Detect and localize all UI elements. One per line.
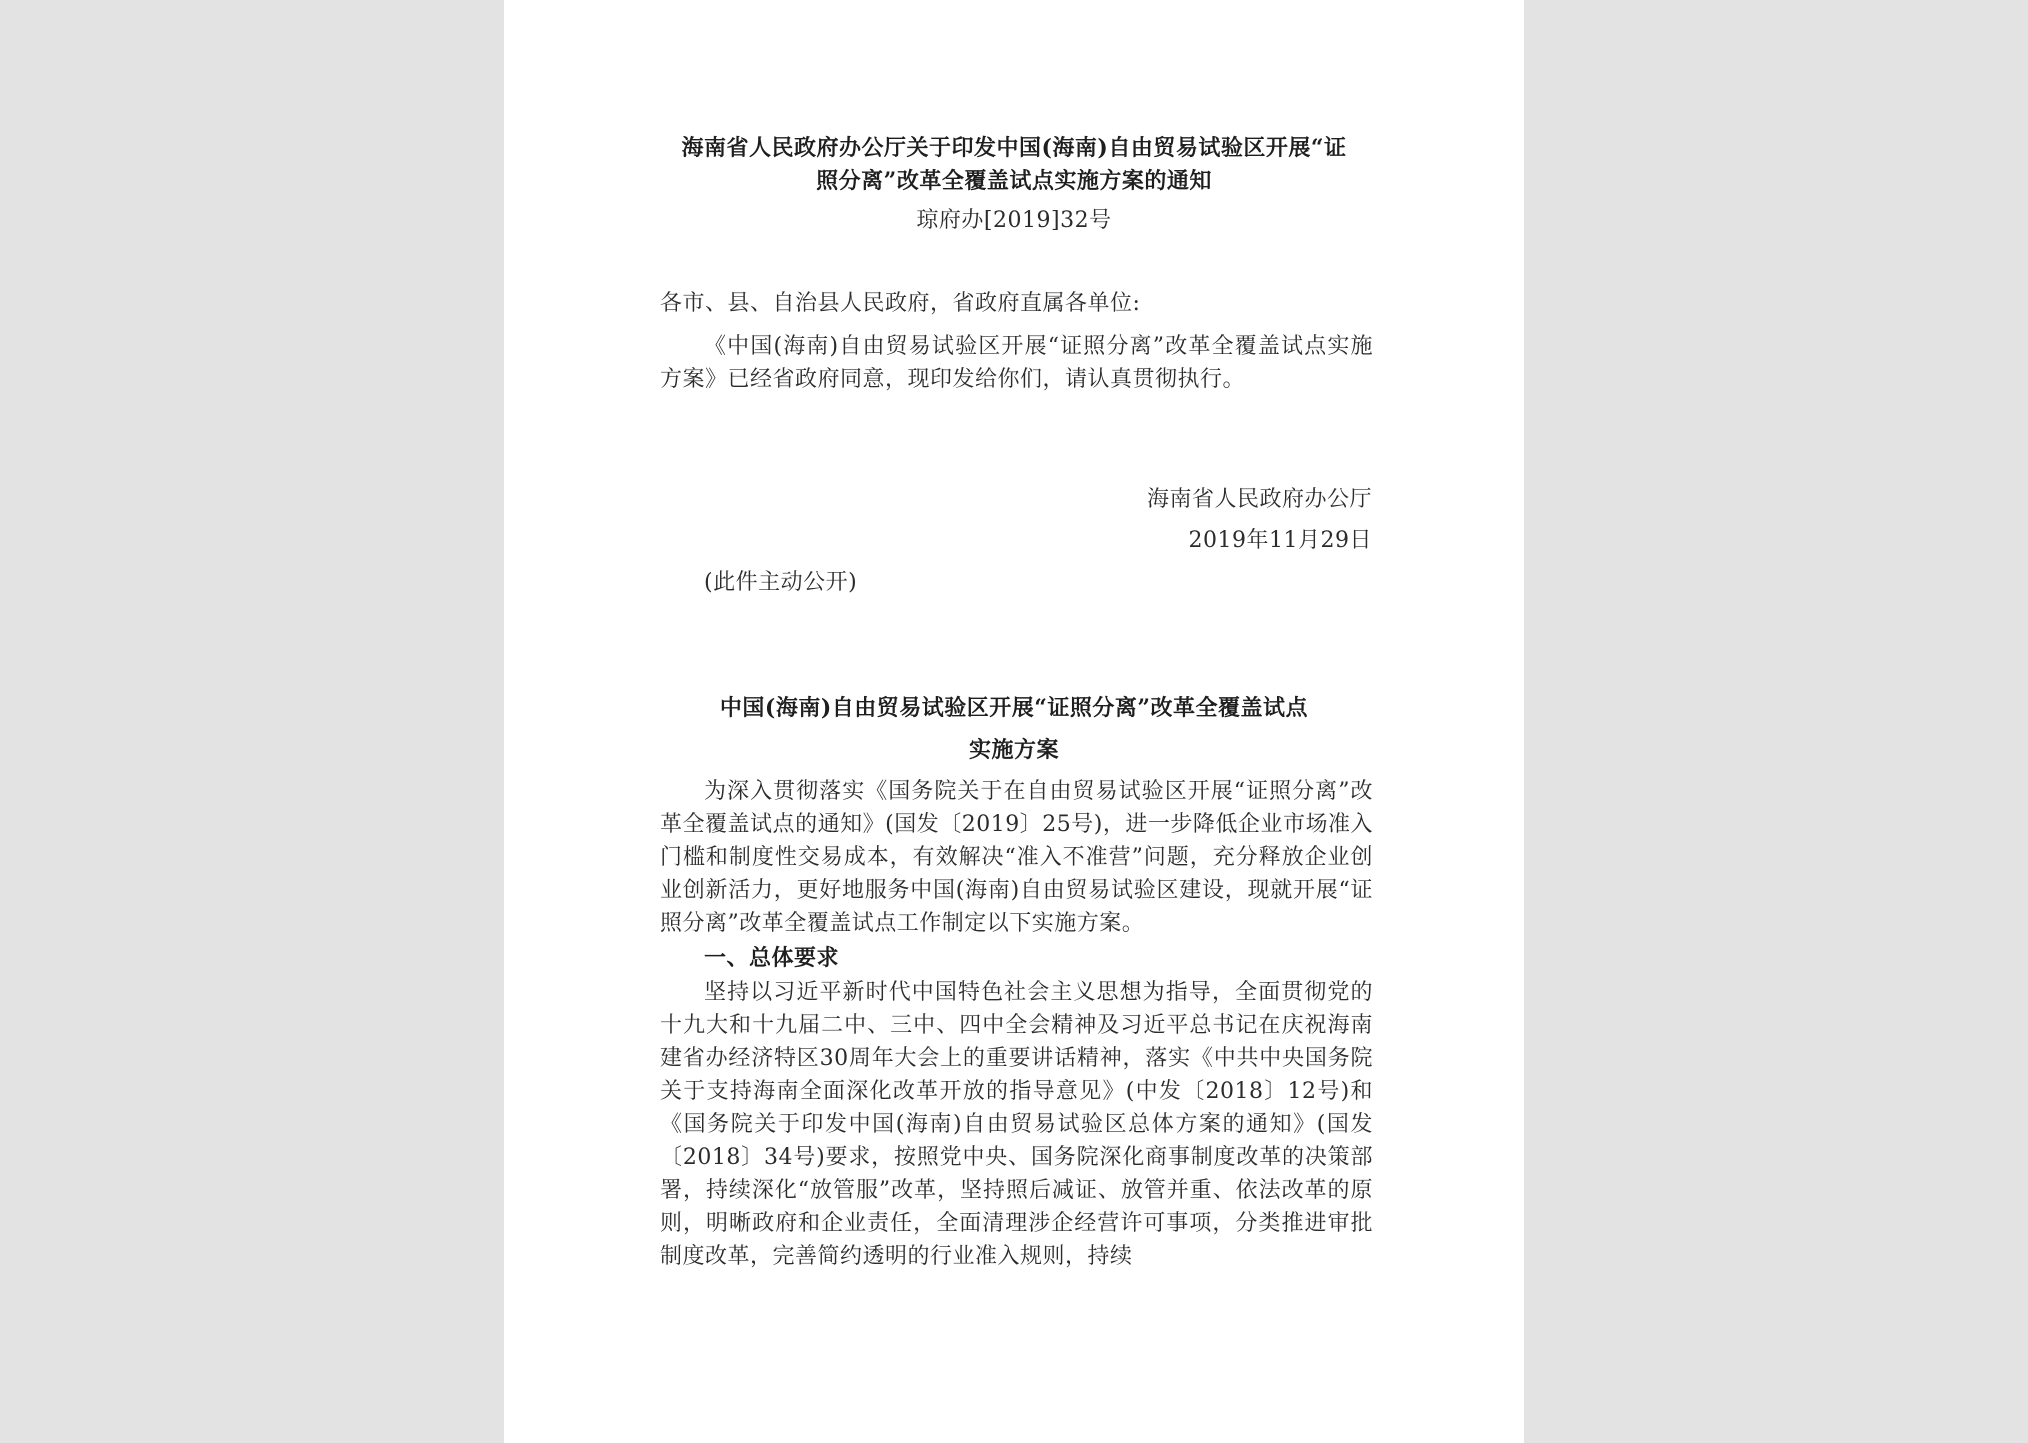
- disclosure-note: (此件主动公开): [704, 570, 858, 595]
- section1-paragraph: 坚持以习近平新时代中国特色社会主义思想为指导，全面贯彻党的十九大和十九届二中、三中、四中全会精神及习近平总书记在庆祝海南建省办经济特区30周年大会上的重要讲话精神，落实《中共中央国务院关于支持海南全面深化改革开放的指导意见》(中发〔2018〕12号)和《国务院关于印发中国(海南)自由贸易试验区总体方案的通知》(国发〔2018〕34号)要求，按照党中央、国务院深化商事制度改革的决策部署，持续深化“放管服”改革，坚持照后减证、放管并重、依法改革的原则，明晰政府和企业责任，全面清理涉企经营许可事项，分类推进审批制度改革，完善简约透明的行业准入规则，持续: [660, 980, 1373, 1269]
- notice-title-line1: 海南省人民政府办公厅关于印发中国(海南)自由贸易试验区开展“证: [681, 135, 1347, 161]
- section1-heading: 一、总体要求: [704, 945, 840, 971]
- issuer: 海南省人民政府办公厅: [1146, 487, 1372, 512]
- addressee: 各市、县、自治县人民政府，省政府直属各单位:: [660, 291, 1141, 316]
- document-number: 琼府办[2019]32号: [916, 208, 1112, 233]
- plan-title-line2: 实施方案: [968, 737, 1059, 763]
- notice-body-text: 《中国(海南)自由贸易试验区开展“证照分离”改革全覆盖试点实施方案》已经省政府同意，现印发给你们，请认真贯彻执行。: [660, 334, 1373, 392]
- notice-body: [660, 330, 1373, 396]
- plan-body: [660, 775, 1373, 1273]
- plan-intro-paragraph: 为深入贯彻落实《国务院关于在自由贸易试验区开展“证照分离”改革全覆盖试点的通知》(国发〔2019〕25号)，进一步降低企业市场准入门槛和制度性交易成本，有效解决“准入不准营”问题，充分释放企业创业创新活力，更好地服务中国(海南)自由贸易试验区建设，现就开展“证照分离”改革全覆盖试点工作制定以下实施方案。: [660, 779, 1373, 936]
- notice-title-line2: 照分离”改革全覆盖试点实施方案的通知: [816, 168, 1212, 194]
- plan-title-line1: 中国(海南)自由贸易试验区开展“证照分离”改革全覆盖试点: [719, 695, 1309, 721]
- document-page: [504, 0, 1524, 1443]
- issue-date: 2019年11月29日: [1188, 528, 1372, 553]
